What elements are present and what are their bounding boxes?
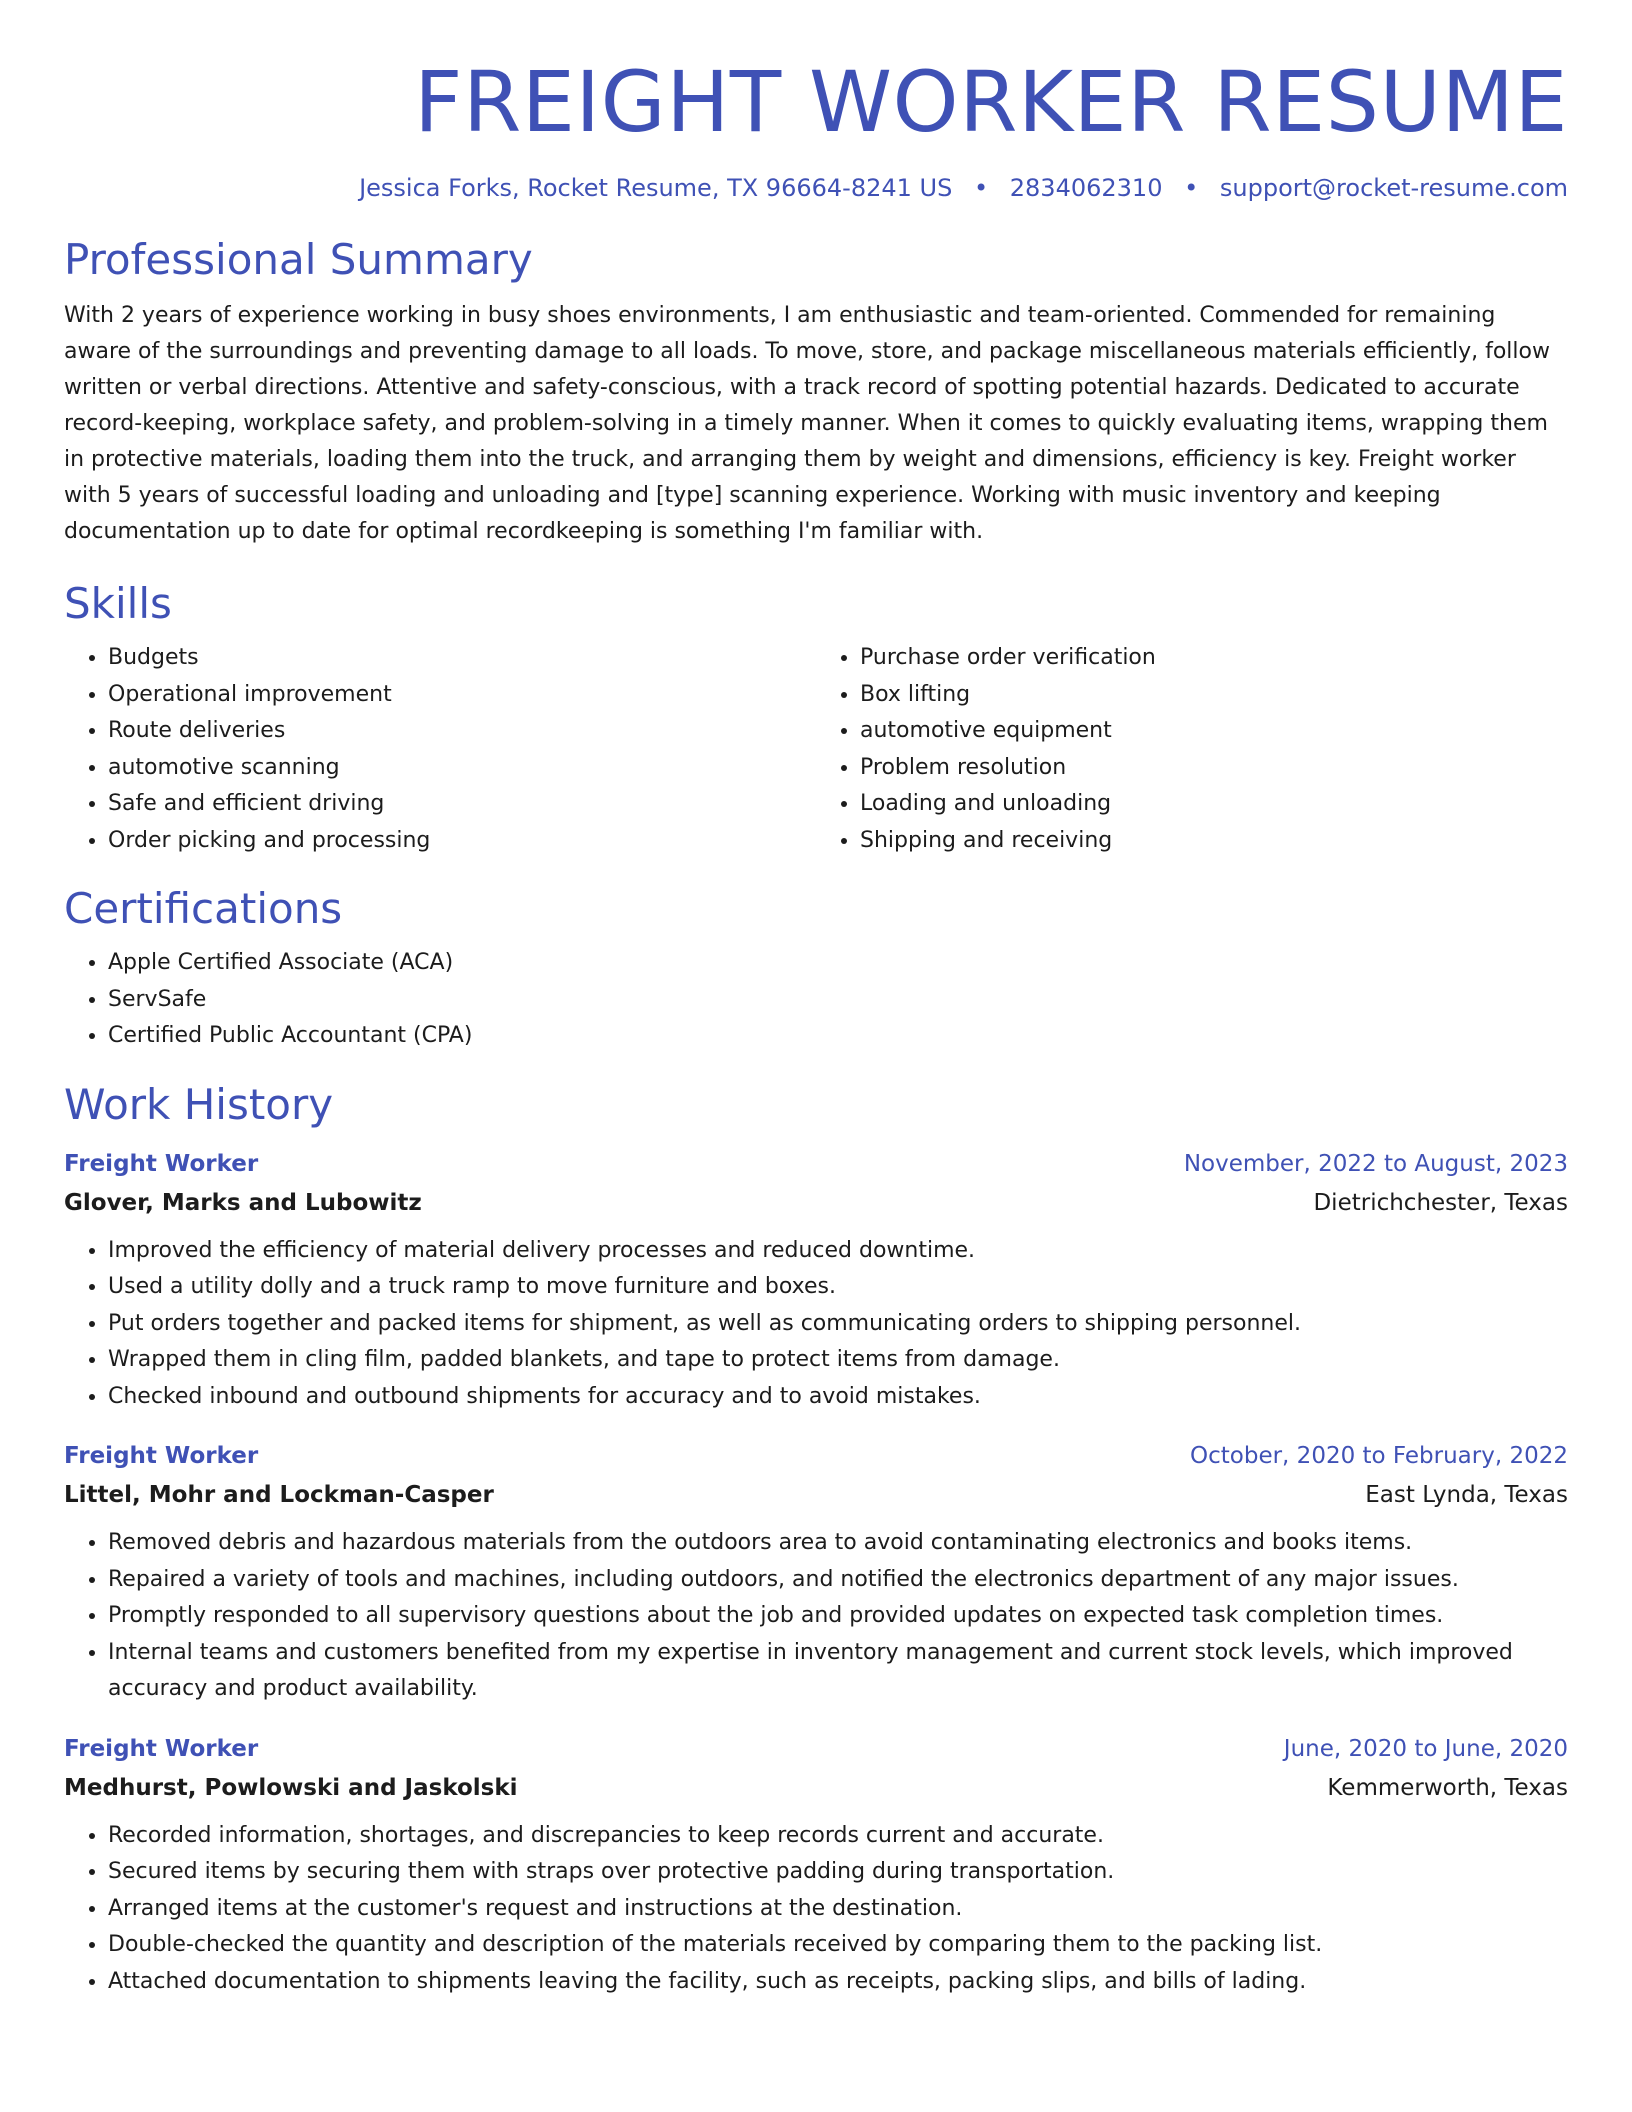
job-duty: • Improved the efficiency of material delivery processes and reduced downtime. [108, 1233, 1568, 1270]
job-duty: • Promptly responded to all supervisory questions about the job and provided updates on expected task completion times. [108, 1598, 1568, 1635]
certifications-list [64, 945, 1568, 1055]
contact-phone: 2834062310 [1009, 174, 1163, 202]
job-duty: • Used a utility dolly and a truck ramp to move furniture and boxes. [108, 1269, 1568, 1306]
job-duty: • Recorded information, shortages, and discrepancies to keep records current and accurate. [108, 1818, 1568, 1855]
work-history-section [64, 1079, 1568, 2001]
skills-list-right [816, 640, 1568, 859]
job-entry [64, 1730, 1568, 2001]
job-duty: • Wrapped them in cling film, padded blankets, and tape to protect items from damage. [108, 1342, 1568, 1379]
certifications-section [64, 883, 1568, 1055]
section-heading: Certifications [64, 884, 343, 933]
job-duty: • Removed debris and hazardous materials from the outdoors area to avoid contaminating electronics and books items. [108, 1525, 1568, 1562]
job-location: Dietrichchester, Texas [1313, 1189, 1568, 1216]
job-duty: • Arranged items at the customer's request and instructions at the destination. [108, 1891, 1568, 1928]
job-entry [64, 1145, 1568, 1416]
skills-section [64, 578, 1568, 859]
job-dates: October, 2020 to February, 2022 [1190, 1443, 1568, 1469]
skills-columns [64, 630, 1568, 859]
contact-separator: • [1184, 174, 1199, 202]
skill-item: • Order picking and processing [108, 823, 816, 860]
skill-item: • Problem resolution [860, 750, 1568, 787]
skills-list-left [64, 640, 816, 859]
job-title: Freight Worker [64, 1150, 259, 1177]
job-duties-list [64, 1818, 1568, 2001]
skill-item: • Route deliveries [108, 713, 816, 750]
job-location: East Lynda, Texas [1365, 1482, 1568, 1508]
job-title-row [64, 1730, 1568, 1768]
job-title-row [64, 1145, 1568, 1183]
job-company-row [64, 1475, 1568, 1515]
skill-item: • Operational improvement [108, 677, 816, 714]
section-heading: Skills [64, 579, 172, 628]
page-title: FREIGHT WORKER RESUME [414, 53, 1568, 151]
resume-header [64, 0, 1568, 202]
job-duty: • Secured items by securing them with straps over protective padding during transportation. [108, 1854, 1568, 1891]
job-duty: • Put orders together and packed items for shipment, as well as communicating orders to shipping personnel. [108, 1306, 1568, 1343]
skill-item: • Shipping and receiving [860, 823, 1568, 860]
job-duty: • Double-checked the quantity and description of the materials received by comparing them to the packing list. [108, 1927, 1568, 1964]
skill-item: • automotive equipment [860, 713, 1568, 750]
job-duty: • Attached documentation to shipments leaving the facility, such as receipts, packing slips, and bills of lading. [108, 1964, 1568, 2001]
section-heading: Professional Summary [64, 235, 533, 284]
contact-email: support@rocket-resume.com [1219, 174, 1568, 202]
certification-item: • Certified Public Accountant (CPA) [108, 1018, 1568, 1055]
skill-item: • automotive scanning [108, 750, 816, 787]
job-company-row [64, 1768, 1568, 1808]
contact-separator: • [973, 174, 989, 202]
job-company: Medhurst, Powlowski and Jaskolski [64, 1774, 518, 1801]
job-company: Glover, Marks and Lubowitz [64, 1189, 422, 1216]
skill-item: • Purchase order verification [860, 640, 1568, 677]
job-duties-list [64, 1525, 1568, 1708]
skill-item: • Loading and unloading [860, 786, 1568, 823]
contact-address: Jessica Forks, Rocket Resume, TX 96664-8241 US [359, 174, 953, 202]
job-company-row [64, 1183, 1568, 1223]
job-duty: • Repaired a variety of tools and machines, including outdoors, and notified the electronics department of any major issues. [108, 1562, 1568, 1599]
skill-item: • Box lifting [860, 677, 1568, 714]
section-heading: Work History [64, 1079, 334, 1129]
job-location: Kemmerworth, Texas [1327, 1774, 1568, 1801]
job-dates: June, 2020 to June, 2020 [1283, 1735, 1568, 1762]
certification-item: • Apple Certified Associate (ACA) [108, 945, 1568, 982]
job-duties-list [64, 1233, 1568, 1416]
certification-item: • ServSafe [108, 982, 1568, 1019]
job-title: Freight Worker [64, 1735, 259, 1762]
job-duty: • Internal teams and customers benefited from my expertise in inventory management and current stock levels, which improved accuracy and product availability. [108, 1635, 1568, 1708]
summary-text: With 2 years of experience working in busy shoes environments, I am enthusiastic and team-oriented. Commended for remaining aware of the surroundings and preventing damage to all loads. To move, store, and package miscellaneous materials efficiently, follow written or verbal directions. Attentive and safety-conscious, with a track record of spotting potential hazards. Dedicated to accurate record-keeping, workplace safety, and problem-solving in a timely manner. When it comes to quickly evaluating items, wrapping them in protective materials, loading them into the truck, and arranging them by weight and dimensions, efficiency is key. Freight worker with 5 years of successful loading and unloading and [type] scanning experience. Working with music inventory and keeping documentation up to date for optimal recordkeeping is something I'm familiar with. [64, 303, 1550, 544]
job-dates: November, 2022 to August, 2023 [1183, 1150, 1568, 1177]
job-company: Littel, Mohr and Lockman-Casper [64, 1482, 494, 1508]
job-title-row [64, 1437, 1568, 1475]
contact-line [64, 174, 1568, 202]
job-title: Freight Worker [64, 1443, 259, 1469]
job-entry [64, 1437, 1568, 1708]
skill-item: • Safe and efficient driving [108, 786, 816, 823]
professional-summary-section [64, 234, 1568, 550]
skill-item: • Budgets [108, 640, 816, 677]
job-duty: • Checked inbound and outbound shipments for accuracy and to avoid mistakes. [108, 1379, 1568, 1416]
